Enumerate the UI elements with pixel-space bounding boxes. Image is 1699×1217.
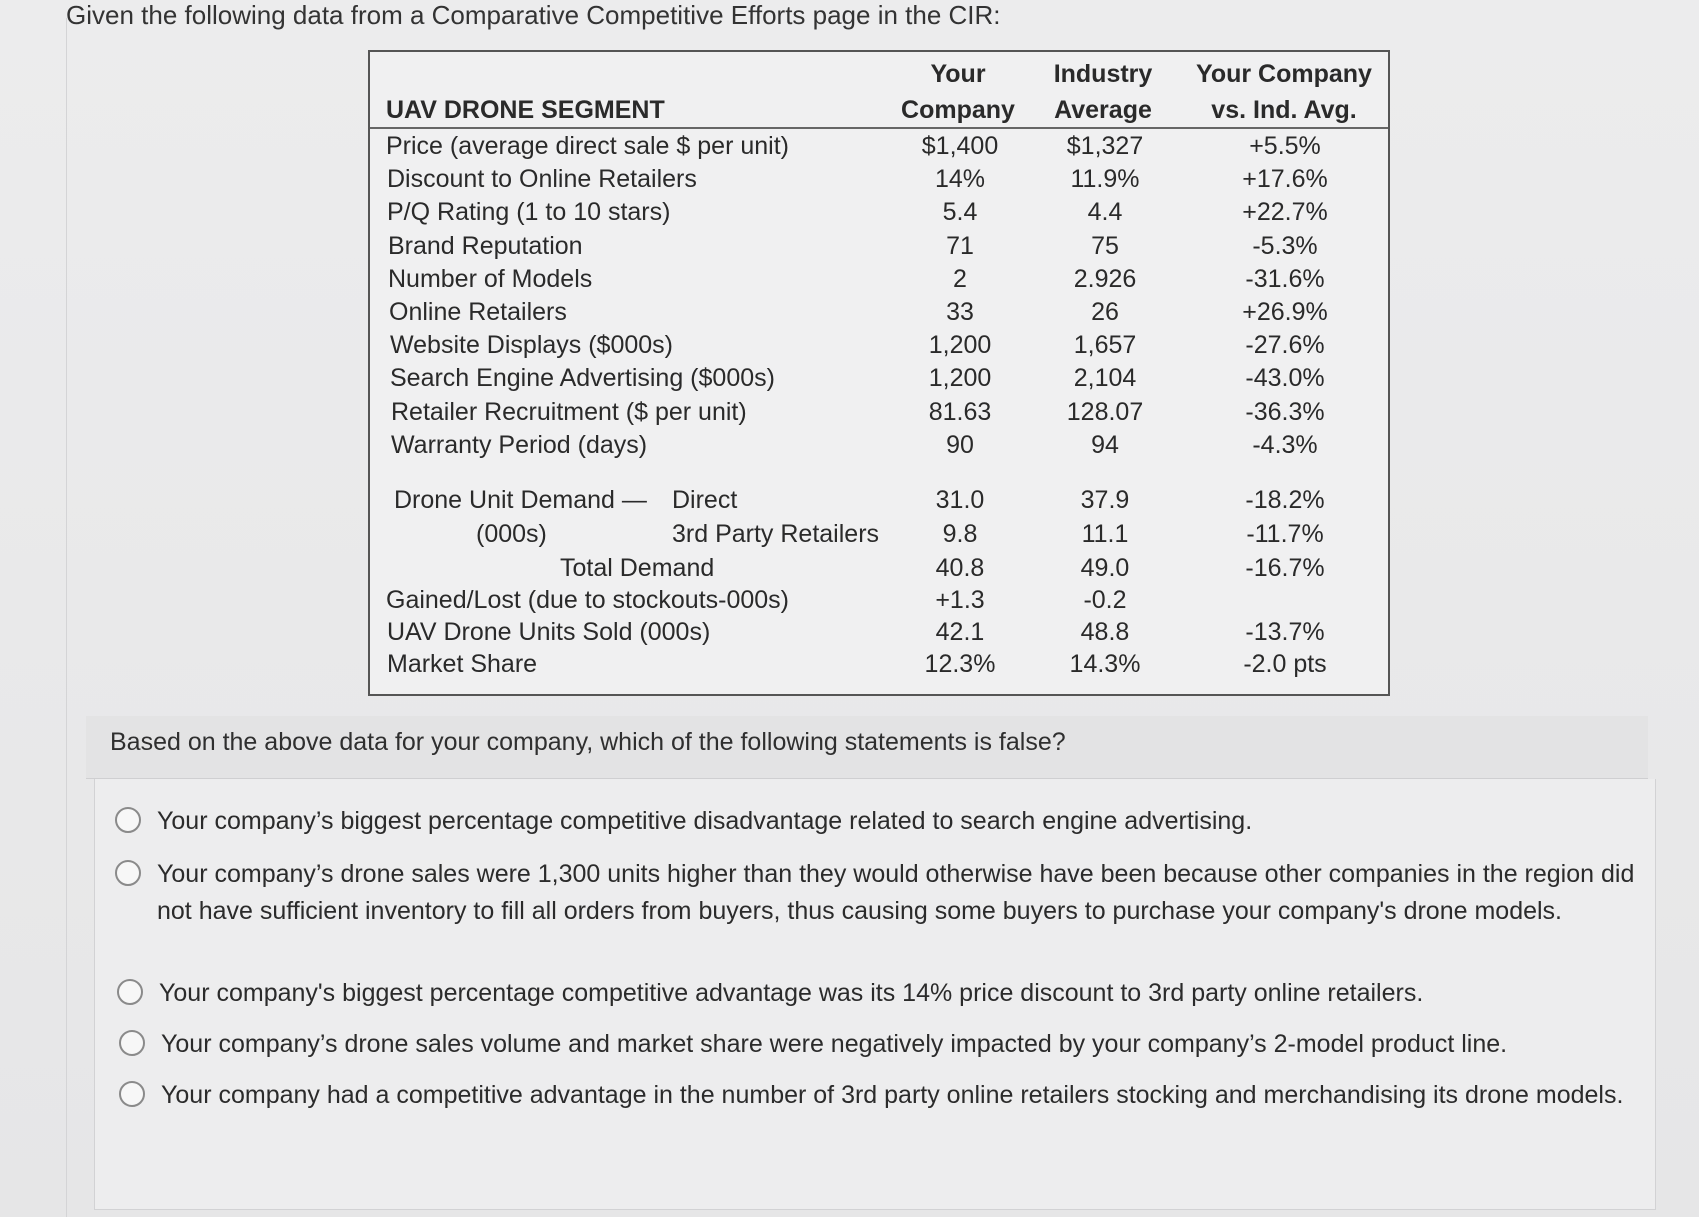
radio-button[interactable]	[119, 1081, 145, 1107]
table-row-9-label: Retailer Recruitment ($ per unit)	[391, 397, 747, 426]
table-row-3-vs: +22.7%	[1242, 198, 1328, 227]
header-segment: UAV DRONE SEGMENT	[386, 96, 665, 124]
option-4[interactable]	[119, 1026, 1639, 1063]
header-vs-industry	[1182, 56, 1386, 128]
table-row-4-label: Brand Reputation	[388, 231, 583, 260]
demand-label: Drone Unit Demand —	[394, 486, 647, 514]
header-your-company	[898, 56, 1018, 128]
table-row-1-you: $1,400	[921, 132, 999, 160]
table-row-7-ind: 1,657	[1073, 331, 1137, 360]
option-2-text: Your company’s drone sales were 1,300 units higher than they would otherwise have been because other companies in the region did not have sufficient inventory to fill all orders from buyers, thus causing some buyers to purchase your company's drone models.	[157, 860, 1635, 925]
table-row-9-vs: -36.3%	[1245, 397, 1325, 426]
intro-text: Given the following data from a Comparative Competitive Efforts page in the CIR:	[66, 0, 1001, 30]
answer-options-panel	[94, 779, 1656, 1210]
table-row-5-label: Number of Models	[388, 264, 593, 293]
header-divider	[370, 127, 1388, 129]
left-divider	[66, 18, 67, 1217]
table-row-10-vs: -4.3%	[1252, 430, 1318, 459]
table-row-7-vs: -27.6%	[1245, 331, 1325, 360]
demand-third-label: 3rd Party Retailers	[672, 520, 880, 548]
option-3-text: Your company's biggest percentage competitive advantage was its 14% price discount to 3rd party online retailers.	[159, 979, 1424, 1007]
table-tail-row-1-ind: -0.2	[1083, 586, 1127, 614]
option-3[interactable]	[117, 975, 1637, 1012]
table-tail-row-3-label: Market Share	[387, 650, 538, 678]
table-row-7-you: 1,200	[928, 331, 992, 360]
table-row-3-ind: 4.4	[1087, 198, 1123, 227]
demand-sub-label: (000s)	[476, 520, 547, 548]
header-your-company-line2: Company	[901, 96, 1015, 124]
table-row-2-you: 14%	[934, 165, 986, 194]
table-row-6-you: 33	[946, 298, 974, 326]
table-row-2-vs: +17.6%	[1242, 165, 1328, 194]
demand-direct-ind: 37.9	[1080, 486, 1130, 514]
table-row-6-ind: 26	[1091, 298, 1119, 326]
table-row-9-you: 81.63	[928, 397, 992, 426]
option-4-text: Your company’s drone sales volume and market share were negatively impacted by your company’s 2-model product line.	[161, 1030, 1508, 1058]
demand-third-you: 9.8	[942, 520, 978, 548]
table-row-9-ind: 128.07	[1066, 397, 1144, 426]
table-row-8-label: Search Engine Advertising ($000s)	[390, 364, 775, 393]
option-1-text: Your company’s biggest percentage competitive disadvantage related to search engine advertising.	[157, 807, 1253, 835]
option-2[interactable]	[115, 856, 1635, 930]
table-row-5-you: 2	[953, 264, 967, 293]
table-tail-row-2-ind: 48.8	[1080, 618, 1130, 646]
demand-direct-you: 31.0	[935, 486, 985, 514]
table-row-8-you: 1,200	[928, 364, 992, 393]
table-row-5-ind: 2.926	[1073, 264, 1137, 293]
table-row-8-ind: 2,104	[1073, 364, 1137, 393]
table-row-10-label: Warranty Period (days)	[391, 430, 648, 459]
table-row-4-vs: -5.3%	[1252, 231, 1318, 260]
demand-total-you: 40.8	[935, 554, 985, 582]
table-row-8-vs: -43.0%	[1245, 364, 1325, 393]
demand-third-ind: 11.1	[1081, 520, 1129, 548]
header-industry-line2: Average	[1054, 96, 1152, 124]
table-row-1-vs: +5.5%	[1249, 132, 1321, 160]
radio-button[interactable]	[115, 860, 141, 886]
table-row-4-you: 71	[946, 231, 974, 260]
radio-button[interactable]	[115, 807, 141, 833]
header-your-company-line1: Your	[930, 60, 986, 88]
table-row-1-label: Price (average direct sale $ per unit)	[386, 132, 789, 160]
table-row-3-label: P/Q Rating (1 to 10 stars)	[387, 198, 671, 227]
table-row-6-vs: +26.9%	[1242, 298, 1328, 326]
header-vs-line2: vs. Ind. Avg.	[1211, 96, 1357, 124]
option-5[interactable]	[119, 1077, 1639, 1114]
table-row-2-label: Discount to Online Retailers	[387, 165, 697, 194]
demand-third-vs: -11.7%	[1246, 520, 1324, 548]
table-row-7-label: Website Displays ($000s)	[390, 331, 673, 360]
table-tail-row-2-you: 42.1	[935, 618, 985, 646]
table-tail-row-3-you: 12.3%	[924, 650, 996, 678]
demand-total-ind: 49.0	[1080, 554, 1130, 582]
table-tail-row-1-label: Gained/Lost (due to stockouts-000s)	[386, 586, 790, 614]
table-tail-row-2-vs: -13.7%	[1245, 618, 1325, 646]
table-tail-row-3-vs: -2.0 pts	[1243, 650, 1327, 678]
table-row-4-ind: 75	[1091, 231, 1119, 260]
demand-total-vs: -16.7%	[1245, 554, 1325, 582]
demand-direct-label: Direct	[672, 486, 738, 514]
table-row-10-you: 90	[946, 430, 974, 459]
demand-direct-vs: -18.2%	[1245, 486, 1325, 514]
header-vs-line1: Your Company	[1196, 60, 1372, 88]
table-tail-row-2-label: UAV Drone Units Sold (000s)	[387, 618, 711, 646]
table-row-1-ind: $1,327	[1066, 132, 1144, 160]
demand-total-label: Total Demand	[560, 554, 715, 582]
question-text: Based on the above data for your company, which of the following statements is false?	[110, 728, 1066, 756]
option-5-text: Your company had a competitive advantage in the number of 3rd party online retailers stocking and merchandising its drone models.	[161, 1081, 1624, 1109]
header-industry-average	[1038, 56, 1168, 128]
radio-button[interactable]	[117, 979, 143, 1005]
radio-button[interactable]	[119, 1030, 145, 1056]
competitive-efforts-table	[368, 50, 1390, 696]
option-1[interactable]	[115, 803, 1635, 840]
table-tail-row-3-ind: 14.3%	[1069, 650, 1141, 678]
table-row-6-label: Online Retailers	[389, 298, 567, 326]
table-row-10-ind: 94	[1091, 430, 1119, 459]
table-row-5-vs: -31.6%	[1245, 264, 1325, 293]
header-industry-line1: Industry	[1053, 60, 1153, 88]
table-tail-row-1-you: +1.3	[935, 586, 985, 614]
table-row-2-ind: 11.9%	[1070, 165, 1140, 194]
table-row-3-you: 5.4	[942, 198, 978, 227]
